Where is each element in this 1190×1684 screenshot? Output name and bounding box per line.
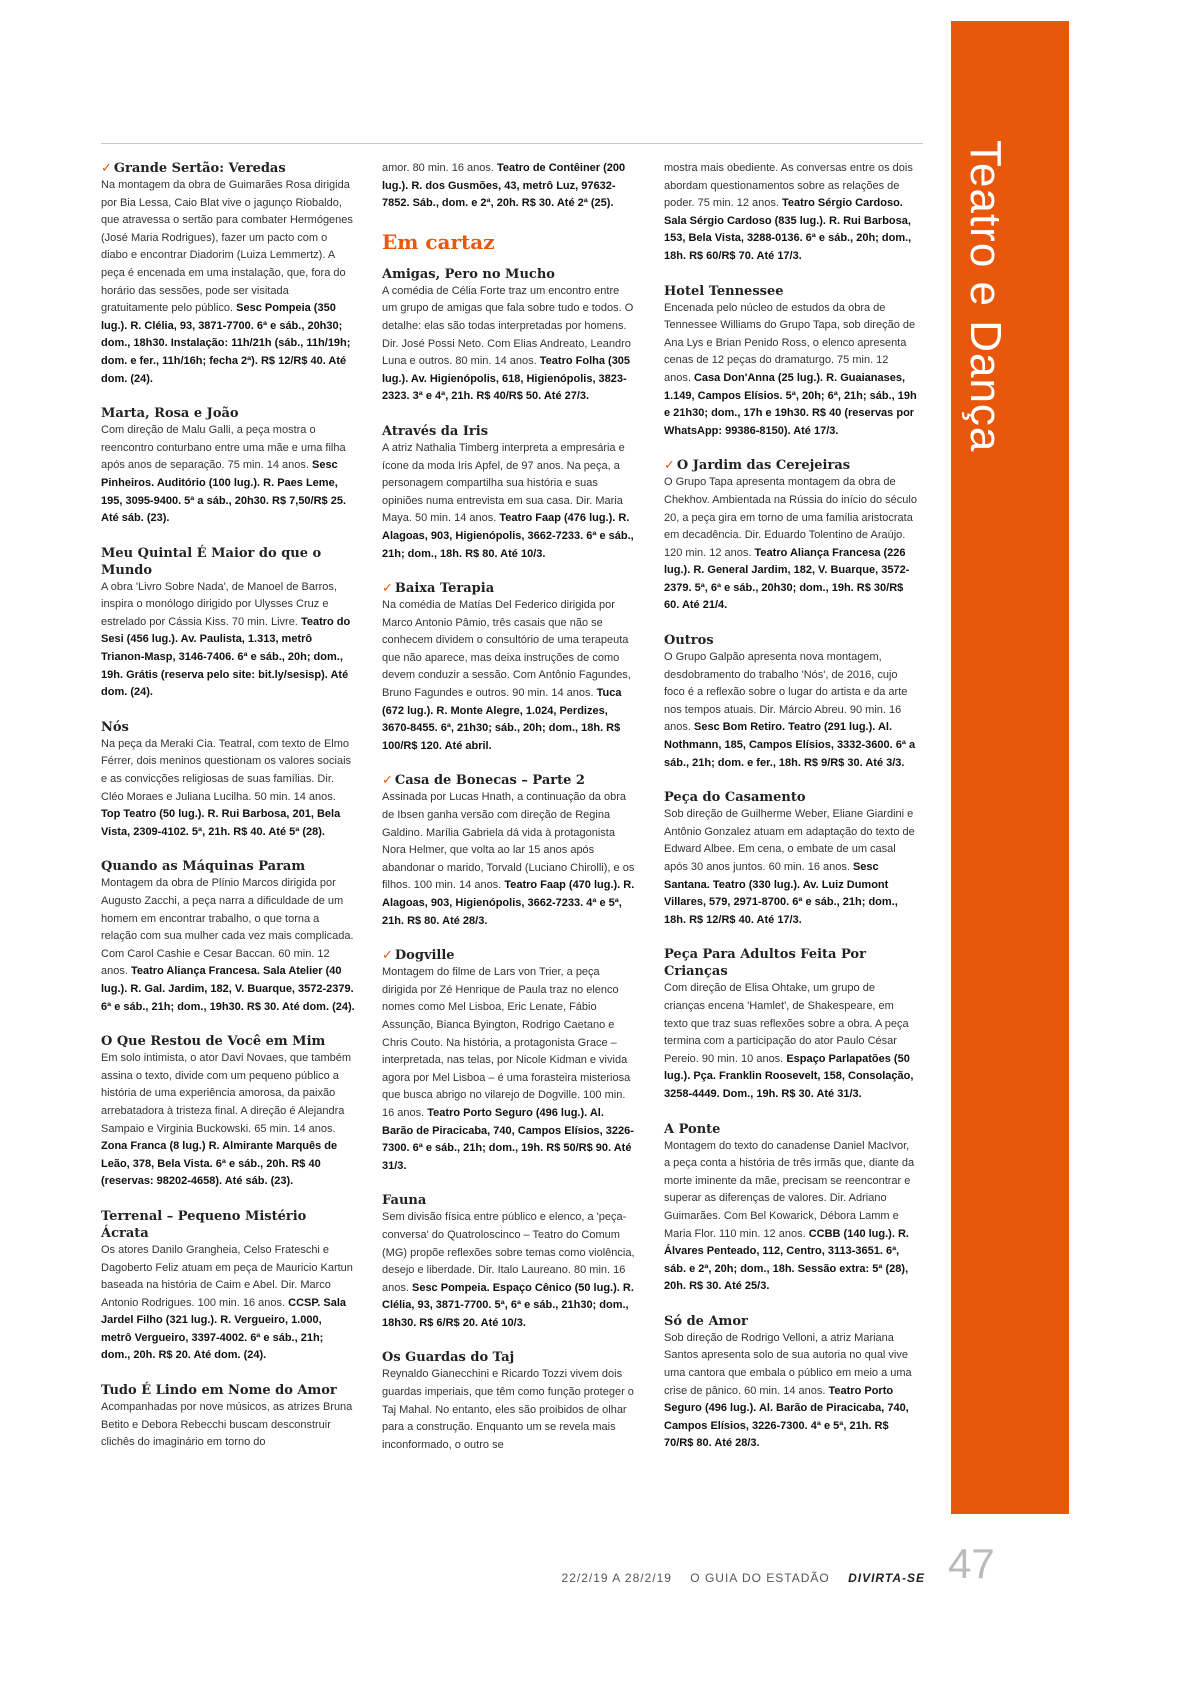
listing-body bbox=[382, 1209, 636, 1332]
listing-title bbox=[101, 160, 355, 177]
listing-text: A comédia de Célia Forte traz um encontro entre um grupo de amigas que fala sobre tudo e todos. O detalhe: elas são todas interpretadas por homens. Dir. José Possi Neto. Com Elias Andreato, Leandro Luna e outros. 80 min. 14 anos. bbox=[382, 284, 634, 368]
checkmark-icon: ✓ bbox=[664, 458, 675, 474]
listing-title-text: Outros bbox=[664, 633, 714, 649]
listing-info: Teatro de Contêiner (200 lug.). R. dos Gusmões, 43, metrô Luz, 97632-7852. Sáb., dom. e 2ª, 20h. R$ 30. Até 2ª (25). bbox=[382, 162, 626, 210]
listing-text: Montagem do filme de Lars von Trier, a peça dirigida por Zé Henrique de Paula traz no elenco nomes como Mel Lisboa, Eric Lenate, Fábio Assunção, Bianca Byington, Rodrigo Caetano e Chris Couto. Na história, a protagonista Grace – interpretada, nas telas, por Nicole Kidman e vivida agora por Mel Lisboa – é uma forasteira misteriosa que busca abrigo no vilarejo de Dogville. 100 min. 16 anos. bbox=[382, 966, 631, 1119]
listing-title-text: Marta, Rosa e João bbox=[101, 406, 239, 422]
listing-continuation bbox=[382, 160, 636, 213]
listing-body bbox=[382, 440, 636, 563]
listing bbox=[382, 947, 636, 1175]
column-1 bbox=[101, 160, 355, 1469]
listing-body bbox=[101, 177, 355, 388]
listing bbox=[382, 1192, 636, 1332]
listing-info: Casa Don'Anna (25 lug.). R. Guaianases, 1.149, Campos Elísios. 5ª, 20h; 6ª, 21h; sáb., 19h e 21h30; dom., 17h e 19h30. R$ 40 (reservas por WhatsApp: 99386-8150). Até 17/3. bbox=[664, 371, 917, 437]
footer-dates: 22/2/19 A 28/2/19 bbox=[561, 1571, 672, 1585]
listing bbox=[101, 858, 355, 1016]
listing-title-text: Hotel Tennessee bbox=[664, 283, 784, 299]
listing bbox=[382, 1349, 636, 1454]
listing bbox=[664, 632, 918, 772]
listing-title bbox=[101, 405, 355, 422]
listing-title bbox=[664, 283, 918, 300]
listing-body bbox=[382, 789, 636, 930]
listing-text: Acompanhadas por nove músicos, as atrizes Bruna Betito e Debora Rebecchi buscam desconstruir clichês do imaginário em torno do bbox=[101, 1401, 353, 1449]
listing-info: Sesc Santana. Teatro (330 lug.). Av. Luiz Dumont Villares, 579, 2971-8700. 6ª e sáb., 21h; dom., 18h. R$ 12/R$ 40. Até 17/3. bbox=[664, 861, 898, 926]
listing bbox=[101, 1033, 355, 1191]
listing bbox=[101, 719, 355, 842]
listing-title bbox=[382, 1192, 636, 1209]
listing bbox=[664, 457, 918, 615]
listing-title-text: Só de Amor bbox=[664, 1313, 748, 1329]
listing-text: Sob direção de Rodrigo Velloni, a atriz Mariana Santos apresenta solo de sua autoria no qual vive uma cantora que embala o público em meio a uma crise de pânico. 60 min. 14 anos. bbox=[664, 1331, 912, 1397]
checkmark-icon: ✓ bbox=[382, 581, 393, 597]
listing-title bbox=[101, 719, 355, 736]
listing-title-text: Peça do Casamento bbox=[664, 790, 806, 806]
page-number: 47 bbox=[948, 1540, 995, 1587]
listing-text: Reynaldo Gianecchini e Ricardo Tozzi vivem dois guardas imperiais, que têm como função proteger o Taj Mahal. No entanto, eles são proibidos de olhar para a construção. Enquanto um se revela mais inconformado, o outro se bbox=[382, 1368, 634, 1451]
listing-text: Montagem da obra de Plínio Marcos dirigida por Augusto Zacchi, a peça narra a dificuldade de um homem em encontrar trabalho, o que torna a relação com sua mulher cada vez mais complicada. Com Carol Cashie e Cesar Baccan. 60 min. 12 anos. bbox=[101, 877, 354, 978]
listing-text: Na comédia de Matías Del Federico dirigida por Marco Antonio Pâmio, três casais que não se conhecem dividem o consultório de uma terapeuta que não aparece, mas deixa instruções de como devem conduzir a sessão. Com Antônio Fagundes, Bruno Fagundes e outros. 90 min. 14 anos. bbox=[382, 599, 631, 700]
listing bbox=[664, 283, 918, 441]
listing-title bbox=[664, 789, 918, 806]
listing-info: Teatro Porto Seguro (496 lug.). Al. Barão de Piracicaba, 740, Campos Elísios, 3226-7300. 6ª e sáb., 21h; dom., 19h. R$ 50/R$ 90. Até 31/3. bbox=[382, 1106, 634, 1172]
listing-title-text: Os Guardas do Taj bbox=[382, 1350, 515, 1366]
listing-info: Tuca (672 lug.). R. Monte Alegre, 1.024, Perdizes, 3670-8455. 6ª, 21h30; sáb., 20h; dom., 18h. R$ 100/R$ 120. Até abril. bbox=[382, 687, 622, 752]
listing-title-text: Grande Sertão: Veredas bbox=[113, 161, 286, 176]
listing-text: A atriz Nathalia Timberg interpreta a empresária e ícone da moda Iris Apfel, de 97 anos. Na peça, a personagem compartilha sua história e suas opiniões numa entrevista em sua casa. Dir. Maria Maya. 50 min. 14 anos. bbox=[382, 441, 625, 525]
listing-title-text: Quando as Máquinas Param bbox=[101, 859, 306, 875]
listing-body bbox=[101, 1050, 355, 1191]
listing-title-text: A Ponte bbox=[664, 1121, 721, 1137]
listing-body bbox=[382, 160, 636, 213]
top-divider bbox=[101, 143, 923, 144]
listing bbox=[382, 423, 636, 563]
listing-info: Teatro Faap (470 lug.). R. Alagoas, 903, Higienópolis, 3662-7233. 4ª e 5ª, 21h. R$ 80. Até 28/3. bbox=[382, 879, 635, 927]
listing-body bbox=[664, 1138, 918, 1296]
listing-title bbox=[101, 1382, 355, 1399]
listing-text: Os atores Danilo Grangheia, Celso Frateschi e Dagoberto Feliz atuam em peça de Mauricio Kartun baseada na história de Caim e Abel. Dir. Marco Antonio Rodrigues. 100 min. 16 anos. bbox=[101, 1243, 353, 1309]
listing-body bbox=[664, 649, 918, 772]
footer-brand: DIVIRTA-SE bbox=[848, 1571, 925, 1585]
listing-title bbox=[101, 1208, 355, 1242]
column-3 bbox=[664, 160, 918, 1470]
listing bbox=[101, 160, 355, 388]
listing-info: Zona Franca (8 lug.) R. Almirante Marquês de Leão, 378, Bela Vista. 6ª e sáb., 20h. R$ 40 (reservas: 98202-4658). Até sáb. (23). bbox=[101, 1140, 338, 1188]
listing-title-text: O Jardim das Cerejeiras bbox=[676, 458, 851, 474]
checkmark-icon: ✓ bbox=[382, 773, 393, 789]
checkmark-icon: ✓ bbox=[382, 948, 393, 964]
listing bbox=[101, 1382, 355, 1452]
listing-body bbox=[382, 1366, 636, 1454]
listing-info: Top Teatro (50 lug.). R. Rui Barbosa, 201, Bela Vista, 2309-4102. 5ª, 21h. R$ 40. Até 5ª (28). bbox=[101, 808, 341, 838]
listing-title-text: Amigas, Pero no Mucho bbox=[382, 266, 555, 282]
listing-title bbox=[382, 266, 636, 283]
listing-text: Na peça da Meraki Cia. Teatral, com texto de Elmo Férrer, dois meninos questionam os valores sociais e as convicções religiosas de suas famílias. Dir. Cléo Moraes e Juliana Lucilha. 50 min. 14 anos. bbox=[101, 737, 352, 803]
listing-title-text: Nós bbox=[101, 719, 129, 735]
listing-continuation bbox=[664, 160, 918, 266]
listing bbox=[664, 1313, 918, 1453]
listing bbox=[101, 545, 355, 702]
listing-body bbox=[664, 980, 918, 1103]
listing-body bbox=[101, 875, 355, 1016]
listing-info: Teatro do Sesi (456 lug.). Av. Paulista, 1.313, metrô Trianon-Masp, 3146-7406. 6ª e sáb., 20h; dom., 19h. Grátis (reserva pelo site: bit.ly/sesisp). Até dom. (24). bbox=[101, 615, 351, 699]
listing-info: Espaço Parlapatões (50 lug.). Pça. Franklin Roosevelt, 158, Consolação, 3258-4449. Dom., 19h. R$ 30. Até 31/3. bbox=[664, 1052, 914, 1100]
listing bbox=[382, 772, 636, 930]
listing-text: Em solo intimista, o ator Davi Novaes, que também assina o texto, divide com um pequeno público a história de uma experiência amorosa, da paixão arrebatadora à tristeza final. A direção é Alejandra Sampaio e Virginia Buckowski. 65 min. 14 anos. bbox=[101, 1052, 352, 1135]
listing-title-text: O Que Restou de Você em Mim bbox=[101, 1034, 326, 1050]
listing-title bbox=[101, 545, 355, 579]
listing-text: Encenada pelo núcleo de estudos da obra de Tennessee Williams do Grupo Tapa, sob direção de Ana Lys e Brian Penido Ross, o elenco apresenta cenas de 12 peças do dramaturgo. 75 min. 12 anos. bbox=[664, 301, 916, 384]
listing-body bbox=[382, 283, 636, 406]
listing-text: O Grupo Tapa apresenta montagem da obra de Chekhov. Ambientada na Rússia do início do século 20, a peça gira em torno de uma família aristocrata em decadência. Dir. Eduardo Tolentino de Araújo. 120 min. 12 anos. bbox=[664, 476, 917, 559]
listing-title bbox=[382, 1349, 636, 1366]
listing-title-text: Dogville bbox=[394, 948, 455, 964]
listing bbox=[664, 946, 918, 1103]
listing-info: Teatro Aliança Francesa (226 lug.). R. General Jardim, 182, V. Buarque, 3572-2379. 5ª, 6ª e sáb., 20h30; dom., 19h. R$ 30/R$ 60. Até 21/4. bbox=[664, 546, 910, 612]
listing-title bbox=[664, 1121, 918, 1138]
listing-body bbox=[664, 474, 918, 615]
listing-title bbox=[664, 946, 918, 980]
listing-info: Sesc Bom Retiro. Teatro (291 lug.). Al. Nothmann, 185, Campos Elísios, 3332-3600. 6ª a sáb., 21h; dom. e fer., 18h. R$ 9/R$ 30. Até 3/3. bbox=[664, 721, 916, 769]
listing-text: Sob direção de Guilherme Weber, Eliane Giardini e Antônio Gonzalez atuam em adaptação do texto de Edward Albee. Em cena, o embate de um casal após 30 anos juntos. 60 min. 16 anos. bbox=[664, 808, 915, 873]
listing-text: O Grupo Galpão apresenta nova montagem, desdobramento do trabalho 'Nós', de 2016, cujo foco é a reflexão sobre o lugar do artista e da arte nos tempos atuais. Dir. Márcio Abreu. 90 min. 16 anos. bbox=[664, 651, 908, 734]
listing-title bbox=[664, 632, 918, 649]
listing-title-text: Terrenal – Pequeno Mistério Ácrata bbox=[101, 1208, 307, 1241]
listing bbox=[101, 405, 355, 528]
listing bbox=[664, 789, 918, 929]
column-2 bbox=[382, 160, 636, 1471]
checkmark-icon: ✓ bbox=[101, 161, 112, 176]
listing-body bbox=[664, 300, 918, 441]
listing bbox=[101, 1208, 355, 1365]
listing-body bbox=[382, 597, 636, 755]
listing-title-text: Casa de Bonecas – Parte 2 bbox=[394, 773, 585, 789]
listing-title bbox=[664, 1313, 918, 1330]
listing-text: Com direção de Malu Galli, a peça mostra o reencontro conturbano entre uma mãe e uma filha após anos de separação. 75 min. 14 anos. bbox=[101, 424, 346, 472]
listing-title-text: Através da Iris bbox=[382, 423, 489, 439]
listing-body bbox=[101, 579, 355, 702]
em-cartaz-heading: Em cartaz bbox=[382, 229, 495, 254]
listing-title bbox=[382, 772, 636, 789]
listing-info: Teatro Folha (305 lug.). Av. Higienópolis, 618, Higienópolis, 3823-2323. 3ª e 4ª, 21h. R$ 40/R$ 50. Até 27/3. bbox=[382, 355, 631, 403]
listing-info: CCSP. Sala Jardel Filho (321 lug.). R. Vergueiro, 1.000, metrô Vergueiro, 3397-4002. 6ª e sáb., 21h; dom., 20h. R$ 20. Até dom. (24). bbox=[101, 1296, 347, 1362]
listing-info: Teatro Faap (476 lug.). R. Alagoas, 903, Higienópolis, 3662-7233. 6ª e sáb., 21h; dom., 18h. R$ 80. Até 10/3. bbox=[382, 512, 634, 560]
listing-body bbox=[101, 422, 355, 528]
listing-text: Sem divisão física entre público e elenco, a 'peça-conversa' do Quatroloscinco – Teatro do Comum (MG) propõe reflexões sobre temas como violência, desejo e liberdade. Dir. Italo Laureano. 80 min. 16 anos. bbox=[382, 1211, 635, 1294]
listing-title bbox=[382, 947, 636, 964]
listing-body bbox=[101, 736, 355, 842]
listing-body bbox=[101, 1242, 355, 1365]
listing-info: Sesc Pinheiros. Auditório (100 lug.). R. Paes Leme, 195, 3095-9400. 5ª a sáb., 20h30. R$ 7,50/R$ 25. Até sáb. (23). bbox=[101, 459, 347, 525]
listing-info: Teatro Sérgio Cardoso. Sala Sérgio Cardoso (835 lug.). R. Rui Barbosa, 153, Bela Vista, 3288-0136. 6ª e sáb., 20h; dom., 18h. R$ 60/R$ 70. Até 17/3. bbox=[664, 197, 912, 262]
section-title: Teatro e Dança bbox=[961, 140, 1010, 453]
footer-guide: O GUIA DO ESTADÃO bbox=[690, 1571, 830, 1585]
listing-title bbox=[664, 457, 918, 474]
listing bbox=[664, 1121, 918, 1296]
listing-body bbox=[664, 806, 918, 929]
listing-text: amor. 80 min. 16 anos. bbox=[382, 162, 494, 174]
listing-body bbox=[382, 964, 636, 1175]
listing-title-text: Fauna bbox=[382, 1193, 427, 1209]
listing-info: Sesc Pompeia. Espaço Cênico (50 lug.). R. Clélia, 93, 3871-7700. 5ª, 6ª e sáb., 21h30; dom., 18h30. R$ 6/R$ 20. Até 10/3. bbox=[382, 1281, 634, 1329]
listing-title-text: Baixa Terapia bbox=[394, 581, 495, 597]
listing-body bbox=[664, 1330, 918, 1453]
listing-info: CCBB (140 lug.). R. Álvares Penteado, 112, Centro, 3113-3651. 6ª, sáb. e 2ª, 20h; dom., 18h. Sessão extra: 5ª (28), 20h. R$ 30. Até 25/3. bbox=[664, 1227, 909, 1293]
listing-title-text: Peça Para Adultos Feita Por Crianças bbox=[664, 947, 866, 980]
listing-info: Teatro Porto Seguro (496 lug.). Al. Barão de Piracicaba, 740, Campos Elísios, 3226-7300. 4ª e 5ª, 21h. R$ 70/R$ 80. Até 28/3. bbox=[664, 1384, 909, 1450]
listing-body bbox=[101, 1399, 355, 1452]
listing-text: Na montagem da obra de Guimarães Rosa dirigida por Bia Lessa, Caio Blat vive o jagunço Riobaldo, que atravessa o sertão para combater Hermógenes (José Maria Rodrigues), fazer um pacto com o diabo e encontrar Diadorim (Luiza Lemmertz). A peça é encenada em uma instalação, que, fora do horário das sessões, pode ser visitada gratuitamente pelo público. bbox=[101, 179, 353, 315]
listing-info: Sesc Pompeia (350 lug.). R. Clélia, 93, 3871-7700. 6ª e sáb., 20h30; dom., 18h30. Instalação: 11h/21h (sáb., 11h/19h; dom. e fer., 11h/16h; fecha 2ª). R$ 12/R$ 40. Até dom. (24). bbox=[101, 302, 351, 385]
listing-title bbox=[382, 423, 636, 440]
page-footer bbox=[562, 1571, 925, 1585]
listing-text: A obra 'Livro Sobre Nada', de Manoel de Barros, inspira o monólogo dirigido por Ulysses Cruz e estrelado por Cássia Kiss. 70 min. Livre. bbox=[101, 580, 337, 628]
listing-title-text: Meu Quintal É Maior do que o Mundo bbox=[101, 545, 322, 578]
listing-info: Teatro Aliança Francesa. Sala Atelier (40 lug.). R. Gal. Jardim, 182, V. Buarque, 3572-2379. 6ª e sáb., 21h; dom., 19h30. R$ 30. Até dom. (24). bbox=[101, 965, 355, 1013]
listing-text: Assinada por Lucas Hnath, a continuação da obra de Ibsen ganha versão com direção de Regina Galdino. Marília Gabriela dá vida à protagonista Nora Helmer, que volta ao lar 15 anos após abandonar o marido, Torvald (Luciano Chirolli), e os filhos. 100 min. 14 anos. bbox=[382, 791, 635, 892]
listing-title bbox=[101, 858, 355, 875]
listing-text: mostra mais obediente. As conversas entre os dois abordam questionamentos sobre as relações de poder. 75 min. 12 anos. bbox=[664, 162, 913, 210]
listing-text: Com direção de Elisa Ohtake, um grupo de crianças encena 'Hamlet', de Shakespeare, em texto que traz suas reflexões sobre a obra. A peça termina com a participação do ator Paulo César Pereio. 90 min. 10 anos. bbox=[664, 982, 909, 1065]
listing bbox=[382, 266, 636, 406]
listing-body bbox=[664, 160, 918, 266]
listing-title-text: Tudo É Lindo em Nome do Amor bbox=[101, 1383, 337, 1399]
listing-title bbox=[382, 580, 636, 597]
listing-text: Montagem do texto do canadense Daniel MacIvor, a peça conta a história de três irmãs que, diante da morte iminente da mãe, precisam se reencontrar e superar as diferenças de valores. Dir. Adriano Guimarães. Com Bel Kowarick, Débora Lamm e Maria Flor. 110 min. 12 anos. bbox=[664, 1139, 915, 1240]
listing bbox=[382, 580, 636, 755]
listing-title bbox=[101, 1033, 355, 1050]
